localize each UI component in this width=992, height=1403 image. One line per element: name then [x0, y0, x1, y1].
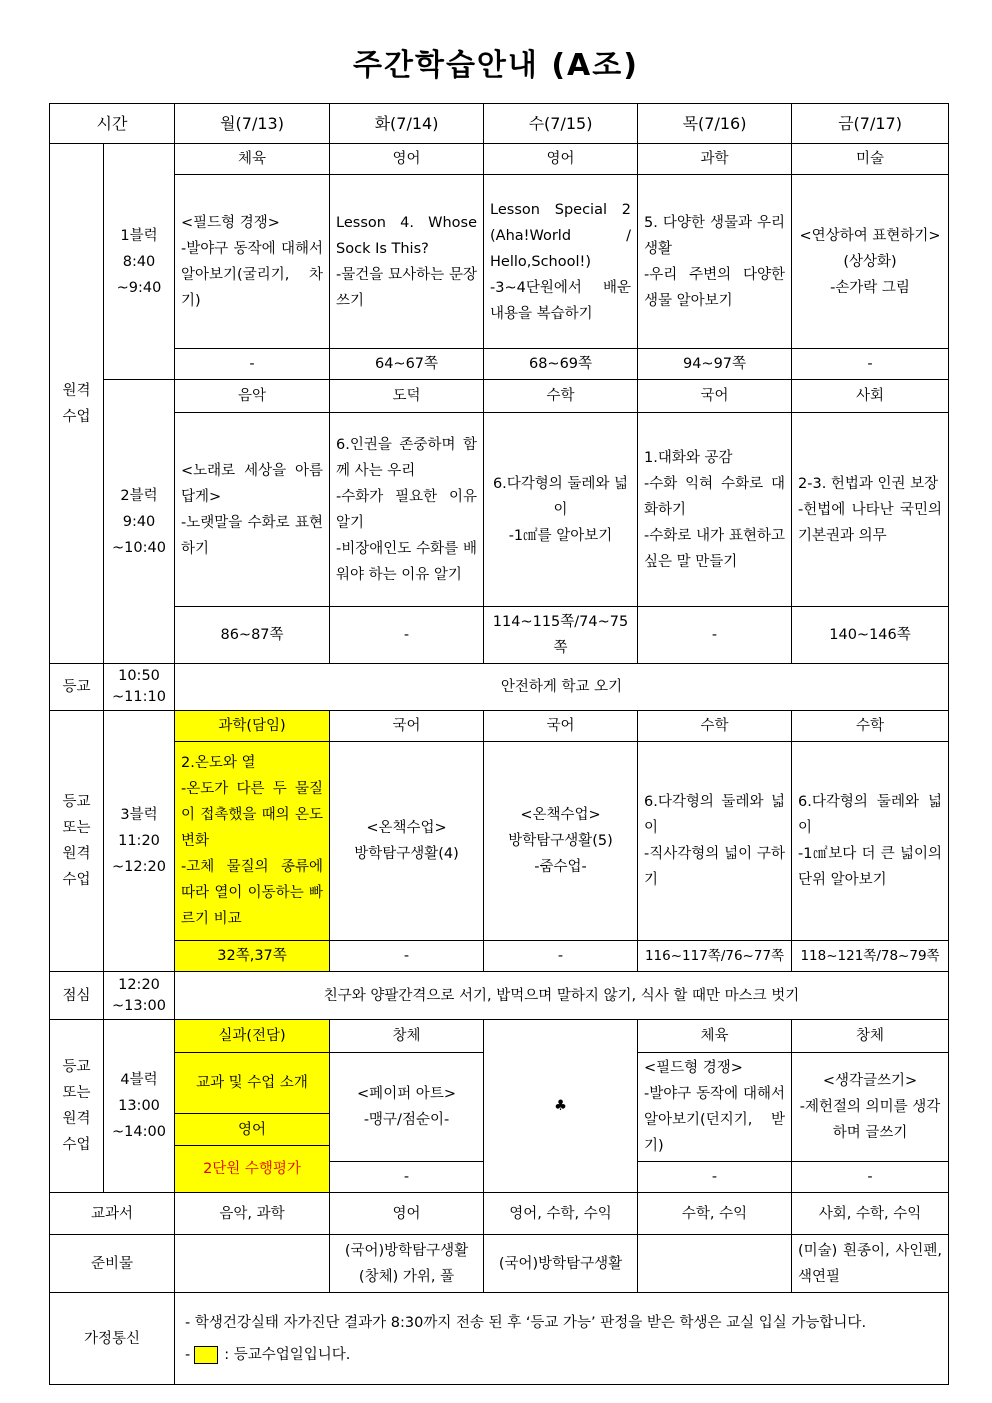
block2-content-tue: 6.인권을 존중하며 함께 사는 우리 -수화가 필요한 이유 알기 -비장애인도 수화를 배워야 하는 이유 알기: [330, 413, 484, 607]
block1-subject-mon: 체육: [175, 144, 330, 175]
block4-subject-mon: 실과(전담): [175, 1020, 330, 1053]
block3-subject-fri: 수학: [792, 711, 949, 742]
day-header-tue: 화(7/14): [330, 104, 484, 144]
textbooks-label: 교과서: [50, 1193, 175, 1235]
home-notice-line2-text: : 등교수업일입니다.: [224, 1346, 351, 1363]
block4-wed-club: ♣: [484, 1020, 638, 1193]
block4-row-1: [50, 1020, 949, 1053]
arrival-label: 등교: [50, 664, 104, 711]
block2-content-mon: <노래로 세상을 아름답게> -노랫말을 수화로 표현하기: [175, 413, 330, 607]
block4-content-fri: <생각글쓰기> -제헌절의 의미를 생각하며 글쓰기: [792, 1053, 949, 1162]
arrival-time: 10:50 ~11:10: [104, 664, 175, 711]
home-notice-line1: - 학생건강실태 자가진단 결과가 8:30까지 전송 된 후 ‘등교 가능’ 판정을 받은 학생은 교실 입실 가능합니다.: [185, 1314, 867, 1331]
arrival-text: 안전하게 학교 오기: [175, 664, 949, 711]
day-header-thu: 목(7/16): [638, 104, 792, 144]
block2-subject-fri: 사회: [792, 380, 949, 413]
block1-page-wed: 68~69쪽: [484, 349, 638, 380]
block2-page-thu: -: [638, 607, 792, 664]
block2-content-wed: 6.다각형의 둘레와 넓이 -1㎠를 알아보기: [484, 413, 638, 607]
block1-subject-row: [50, 144, 949, 175]
block3-content-row: [50, 742, 949, 941]
supplies-thu: [638, 1235, 792, 1293]
supplies-label: 준비물: [50, 1235, 175, 1293]
block2-page-wed: 114~115쪽/74~75쪽: [484, 607, 638, 664]
home-notice-line2: [185, 1339, 942, 1371]
page-title: 주간학습안내 (A조): [353, 48, 639, 83]
block4-content-tue: <페이퍼 아트> -맹구/점순이-: [330, 1053, 484, 1162]
block3-page-fri: 118~121쪽/78~79쪽: [792, 941, 949, 972]
home-notice-content: [175, 1293, 949, 1385]
block1-subject-tue: 영어: [330, 144, 484, 175]
supplies-mon: [175, 1235, 330, 1293]
home-notice-row: [50, 1293, 949, 1385]
block1-content-tue: Lesson 4. Whose Sock Is This? -물건을 묘사하는 문장 쓰기: [330, 175, 484, 349]
block3-subject-thu: 수학: [638, 711, 792, 742]
block2-content-fri: 2-3. 헌법과 인권 보장 -헌법에 나타난 국민의 기본권과 의무: [792, 413, 949, 607]
textbooks-tue: 영어: [330, 1193, 484, 1235]
block4-content-thu: <필드형 경쟁> -발야구 동작에 대해서 알아보기(던지기, 받기): [638, 1053, 792, 1162]
block3-content-fri: 6.다각형의 둘레와 넓이 -1㎠보다 더 큰 넓이의 단위 알아보기: [792, 742, 949, 941]
weekly-schedule-table: [49, 103, 949, 1385]
block2-subject-row: [50, 380, 949, 413]
block3-content-thu: 6.다각형의 둘레와 넓이 -직사각형의 넓이 구하기: [638, 742, 792, 941]
block1-subject-wed: 영어: [484, 144, 638, 175]
block4-subject-fri: 창체: [792, 1020, 949, 1053]
block1-time: 1블럭 8:40 ~9:40: [104, 144, 175, 380]
home-notice-label: 가정통신: [50, 1293, 175, 1385]
block1-content-row: [50, 175, 949, 349]
yellow-swatch-icon: [194, 1346, 218, 1364]
block2-subject-thu: 국어: [638, 380, 792, 413]
home-notice-line2-prefix: -: [185, 1346, 191, 1363]
block1-page-tue: 64~67쪽: [330, 349, 484, 380]
block3-page-wed: -: [484, 941, 638, 972]
block3-content-mon: 2.온도와 열 -온도가 다른 두 물질이 접촉했을 때의 온도변화 -고체 물질의 종류에 따라 열이 이동하는 빠르기 비교: [175, 742, 330, 941]
block1-content-mon: <필드형 경쟁> -발야구 동작에 대해서 알아보기(굴리기, 차기): [175, 175, 330, 349]
block2-content-thu: 1.대화와 공감 -수화 익혀 수화로 대화하기 -수화로 내가 표현하고 싶은 말 만들기: [638, 413, 792, 607]
block1-page-fri: -: [792, 349, 949, 380]
supplies-fri: (미술) 흰종이, 사인펜, 색연필: [792, 1235, 949, 1293]
time-header: 시간: [50, 104, 175, 144]
block2-time: 2블럭 9:40 ~10:40: [104, 380, 175, 664]
block4-content-mon: 교과 및 수업 소개: [175, 1053, 330, 1114]
block3-subject-row: [50, 711, 949, 742]
block1-content-thu: 5. 다양한 생물과 우리 생활 -우리 주변의 다양한 생물 알아보기: [638, 175, 792, 349]
lunch-text: 친구와 양팔간격으로 서기, 밥먹으며 말하지 않기, 식사 할 때만 마스크 벗기: [175, 972, 949, 1020]
block4-content2-mon: 2단원 수행평가: [175, 1146, 330, 1193]
block2-page-row: [50, 607, 949, 664]
lunch-label: 점심: [50, 972, 104, 1020]
block4-subject-tue: 창체: [330, 1020, 484, 1053]
textbooks-row: [50, 1193, 949, 1235]
block4-page-thu: -: [638, 1162, 792, 1193]
block3-page-thu: 116~117쪽/76~77쪽: [638, 941, 792, 972]
supplies-wed: (국어)방학탐구생활: [484, 1235, 638, 1293]
block3-page-mon: 32쪽,37쪽: [175, 941, 330, 972]
block4-subject2-mon: 영어: [175, 1114, 330, 1146]
remote-class-label: 원격 수업: [50, 144, 104, 664]
block1-subject-fri: 미술: [792, 144, 949, 175]
lunch-time: 12:20 ~13:00: [104, 972, 175, 1020]
block3-time: 3블럭 11:20 ~12:20: [104, 711, 175, 972]
block3-subject-mon: 과학(담임): [175, 711, 330, 742]
block2-page-tue: -: [330, 607, 484, 664]
block2-subject-wed: 수학: [484, 380, 638, 413]
textbooks-thu: 수학, 수익: [638, 1193, 792, 1235]
block4-time: 4블럭 13:00 ~14:00: [104, 1020, 175, 1193]
block1-content-wed: Lesson Special 2 (Aha!World / Hello,School!) -3~4단원에서 배운 내용을 복습하기: [484, 175, 638, 349]
day-header-fri: 금(7/17): [792, 104, 949, 144]
block1-subject-thu: 과학: [638, 144, 792, 175]
block3-subject-wed: 국어: [484, 711, 638, 742]
block2-subject-mon: 음악: [175, 380, 330, 413]
block3-page-tue: -: [330, 941, 484, 972]
textbooks-fri: 사회, 수학, 수익: [792, 1193, 949, 1235]
block1-page-row: [50, 349, 949, 380]
block3-content-wed: <온책수업> 방학탐구생활(5) -줌수업-: [484, 742, 638, 941]
hybrid-class-label-1: 등교 또는 원격 수업: [50, 711, 104, 972]
day-header-mon: 월(7/13): [175, 104, 330, 144]
hybrid-class-label-2: 등교 또는 원격 수업: [50, 1020, 104, 1193]
supplies-tue: (국어)방학탐구생활 (창체) 가위, 풀: [330, 1235, 484, 1293]
block4-page-tue: -: [330, 1162, 484, 1193]
textbooks-wed: 영어, 수학, 수익: [484, 1193, 638, 1235]
block4-subject-thu: 체육: [638, 1020, 792, 1053]
block2-page-mon: 86~87쪽: [175, 607, 330, 664]
block3-subject-tue: 국어: [330, 711, 484, 742]
block2-subject-tue: 도덕: [330, 380, 484, 413]
block1-content-fri: <연상하여 표현하기> (상상화) -손가락 그림: [792, 175, 949, 349]
arrival-row: [50, 664, 949, 711]
block3-page-row: [50, 941, 949, 972]
day-header-wed: 수(7/15): [484, 104, 638, 144]
textbooks-mon: 음악, 과학: [175, 1193, 330, 1235]
block1-page-thu: 94~97쪽: [638, 349, 792, 380]
lunch-row: [50, 972, 949, 1020]
block1-page-mon: -: [175, 349, 330, 380]
block2-content-row: [50, 413, 949, 607]
header-row: [50, 104, 949, 144]
supplies-row: [50, 1235, 949, 1293]
block3-content-tue: <온책수업> 방학탐구생활(4): [330, 742, 484, 941]
block2-page-fri: 140~146쪽: [792, 607, 949, 664]
block4-page-fri: -: [792, 1162, 949, 1193]
